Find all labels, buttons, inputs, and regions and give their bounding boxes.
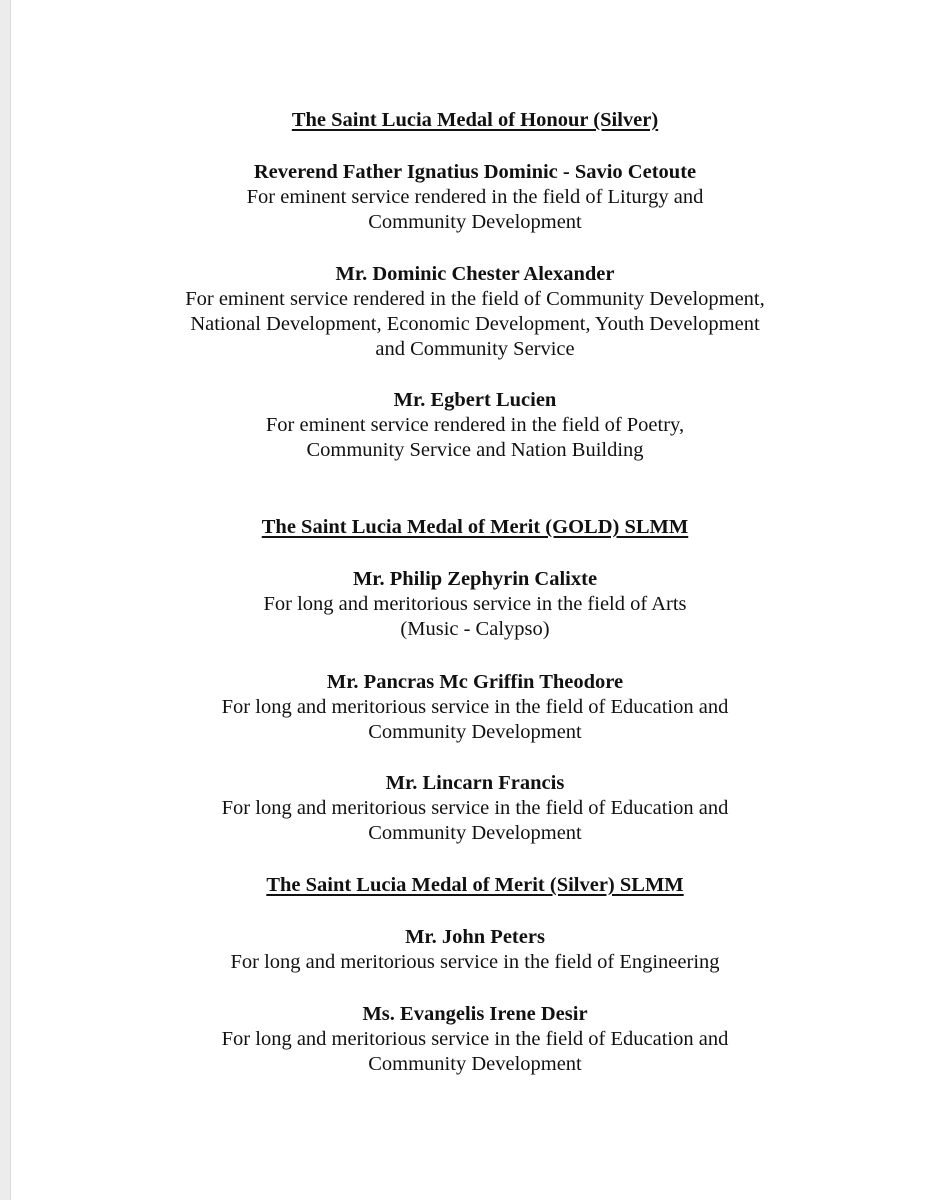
recipient-citation: For long and meritorious service in the field of Engineering [230, 951, 720, 973]
recipient-citation: and Community Service [375, 338, 575, 360]
recipient-citation: Community Development [368, 211, 582, 233]
recipient-citation: Community Development [368, 1053, 582, 1075]
recipient-name: Ms. Evangelis Irene Desir [362, 1003, 588, 1025]
recipient-citation: (Music - Calypso) [400, 618, 550, 640]
recipient-name: Reverend Father Ignatius Dominic - Savio Cetoute [253, 161, 697, 183]
recipient-citation: For long and meritorious service in the field of Education and [221, 696, 729, 718]
recipient-name: Mr. John Peters [405, 926, 545, 948]
recipient-name: Mr. Pancras Mc Griffin Theodore [326, 671, 624, 693]
recipient-citation: For eminent service rendered in the field of Liturgy and [246, 186, 704, 208]
recipient-name: Mr. Philip Zephyrin Calixte [352, 568, 598, 590]
recipient-name: Mr. Dominic Chester Alexander [335, 263, 615, 285]
recipient-citation: Community Service and Nation Building [306, 439, 644, 461]
recipient-name: Mr. Egbert Lucien [393, 389, 557, 411]
recipient-citation: For long and meritorious service in the field of Education and [221, 797, 729, 819]
recipient-citation: For long and meritorious service in the field of Education and [221, 1028, 729, 1050]
recipient-name: Mr. Lincarn Francis [385, 772, 565, 794]
section-heading: The Saint Lucia Medal of Merit (Silver) SLMM [266, 874, 684, 896]
recipient-citation: National Development, Economic Development, Youth Development [190, 313, 760, 335]
recipient-citation: For long and meritorious service in the field of Arts [263, 593, 687, 615]
recipient-citation: Community Development [368, 822, 582, 844]
awards-document [10, 0, 940, 1200]
section-heading: The Saint Lucia Medal of Merit (GOLD) SLMM [261, 516, 689, 538]
recipient-citation: Community Development [368, 721, 582, 743]
section-heading: The Saint Lucia Medal of Honour (Silver) [291, 109, 659, 131]
recipient-citation: For eminent service rendered in the field of Poetry, [265, 414, 685, 436]
recipient-citation: For eminent service rendered in the field of Community Development, [185, 288, 765, 310]
